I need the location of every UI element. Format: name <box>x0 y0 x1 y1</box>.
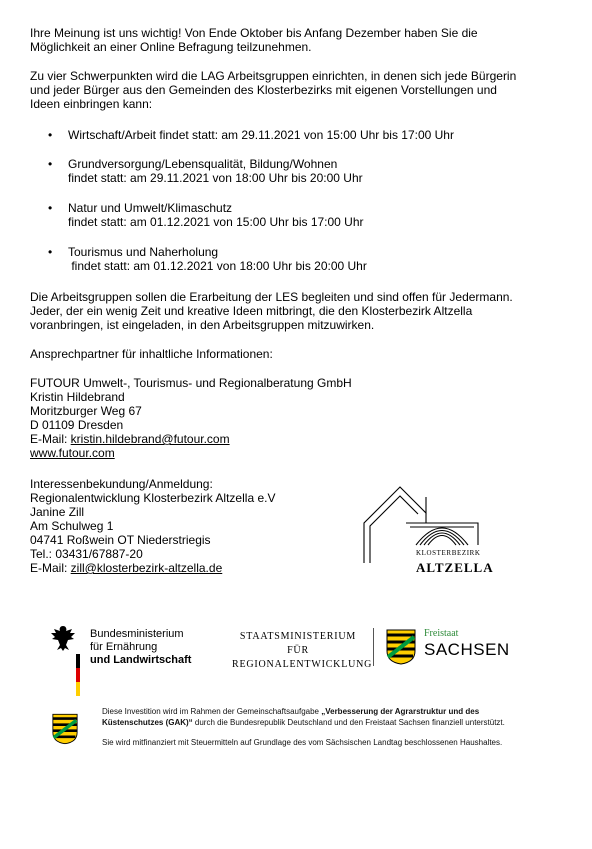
bullet-icon: • <box>48 157 53 171</box>
logo-divider <box>373 628 374 666</box>
contact-city: 04741 Roßwein OT Niederstriegis <box>30 533 211 547</box>
email-label: E-Mail: <box>30 561 71 575</box>
groups-line: Jeder, der ein wenig Zeit und kreative Ideen mitbringt, die den Klosterbezirk Altzella <box>30 304 473 318</box>
groups-line: Die Arbeitsgruppen sollen die Erarbeitung der LES begleiten und sind offen für Jedermann. <box>30 290 513 304</box>
funding-paragraph <box>102 706 532 728</box>
bmel-line: Bundesministerium <box>90 628 184 640</box>
smr-line: REGIONALENTWICKLUNG <box>232 659 373 670</box>
contact-phone: Tel.: 03431/67887-20 <box>30 547 143 561</box>
contact-web-row <box>30 446 352 460</box>
list-item: Tourismus und Naherholung <box>68 245 219 259</box>
contact-altzella <box>30 477 275 575</box>
intro-line: Ihre Meinung ist uns wichtig! Von Ende Oktober bis Anfang Dezember haben Sie die <box>30 26 478 40</box>
contact-heading: Ansprechpartner für inhaltliche Informationen: <box>30 347 273 361</box>
email-link[interactable]: zill@klosterbezirk-altzella.de <box>70 561 223 575</box>
funding-note <box>102 706 532 748</box>
altzella-logo <box>360 483 500 583</box>
intro-paragraph <box>30 26 478 54</box>
sachsen-freistaat: Freistaat <box>424 628 459 639</box>
smr-logo <box>232 630 373 672</box>
funding-text: durch die Bundesrepublik Deutschland und den Freistaat Sachsen finanziell unterstützt. <box>192 718 505 727</box>
bmel-name <box>90 628 191 667</box>
contact-email-row <box>30 561 275 575</box>
contact-street: Moritzburger Weg 67 <box>30 404 142 418</box>
contact-city: D 01109 Dresden <box>30 418 124 432</box>
email-label: E-Mail: <box>30 432 71 446</box>
bmel-line: und Landwirtschaft <box>90 654 192 666</box>
cofunding-paragraph: Sie wird mitfinanziert mit Steuermitteln auf Grundlage des vom Sächsischen Landtag beschlossenen Haushaltes. <box>102 738 503 747</box>
bmel-logo <box>48 624 208 698</box>
contact-street: Am Schulweg 1 <box>30 519 114 533</box>
list-item: Grundversorgung/Lebensqualität, Bildung/Wohnen <box>68 157 338 171</box>
groups-paragraph <box>30 290 513 332</box>
email-link[interactable]: kristin.hildebrand@futour.com <box>70 432 230 446</box>
federal-eagle-icon <box>48 624 78 652</box>
saxony-coat-of-arms-icon <box>52 712 78 746</box>
bullet-icon: • <box>48 128 53 142</box>
groups-line: voranbringen, ist eingeladen, in den Arbeitsgruppen mitzuwirken. <box>30 318 375 332</box>
lead-line: Ideen einbringen kann: <box>30 97 153 111</box>
logo-text-bottom: ALTZELLA <box>416 560 494 575</box>
bullet-icon: • <box>48 201 53 215</box>
contact-futour <box>30 376 352 460</box>
flag-stripe-red <box>76 668 80 682</box>
funding-program: „Verbesserung der Agrarstruktur und des Küstenschutzes (GAK)“ <box>102 707 480 727</box>
contact-name: Janine Zill <box>30 505 85 519</box>
contact-org: Regionalentwicklung Klosterbezirk Altzella e.V <box>30 491 276 505</box>
list-item: Natur und Umwelt/Klimaschutz <box>68 201 233 215</box>
list-item: Wirtschaft/Arbeit findet statt: am 29.11.2021 von 15:00 Uhr bis 17:00 Uhr <box>68 128 454 142</box>
registration-heading: Interessenbekundung/Anmeldung: <box>30 477 213 491</box>
saxony-coat-of-arms-icon <box>386 629 416 665</box>
sachsen-logo <box>386 629 416 670</box>
list-item-detail: findet statt: am 01.12.2021 von 18:00 Uhr bis 20:00 Uhr <box>68 259 367 273</box>
sachsen-name: SACHSEN <box>424 640 510 659</box>
contact-email-row <box>30 432 352 446</box>
lead-paragraph <box>30 69 516 111</box>
contact-name: Kristin Hildebrand <box>30 390 125 404</box>
funding-text: Diese Investition wird im Rahmen der Gemeinschaftsaufgabe <box>102 707 322 716</box>
bmel-line: für Ernährung <box>90 641 158 653</box>
list-item-detail: findet statt: am 01.12.2021 von 15:00 Uhr bis 17:00 Uhr <box>68 215 364 229</box>
contact-org: FUTOUR Umwelt-, Tourismus- und Regionalberatung GmbH <box>30 376 352 390</box>
lead-line: und jeder Bürger aus den Gemeinden des Klosterbezirks mit eigenen Vorstellungen und <box>30 83 497 97</box>
intro-line: Möglichkeit an einer Online Befragung teilzunehmen. <box>30 40 312 54</box>
lead-line: Zu vier Schwerpunkten wird die LAG Arbeitsgruppen einrichten, in denen sich jede Bürgerin <box>30 69 517 83</box>
smr-line: STAATSMINISTERIUM FÜR <box>239 631 357 656</box>
flag-stripe-black <box>76 654 80 668</box>
logo-text-top: KLOSTERBEZIRK <box>416 549 481 557</box>
flag-stripe-gold <box>76 682 80 696</box>
bullet-icon: • <box>48 245 53 259</box>
funding-crest <box>52 712 78 751</box>
website-link[interactable]: www.futour.com <box>30 446 115 460</box>
list-item-detail: findet statt: am 29.11.2021 von 18:00 Uhr bis 20:00 Uhr <box>68 171 363 185</box>
